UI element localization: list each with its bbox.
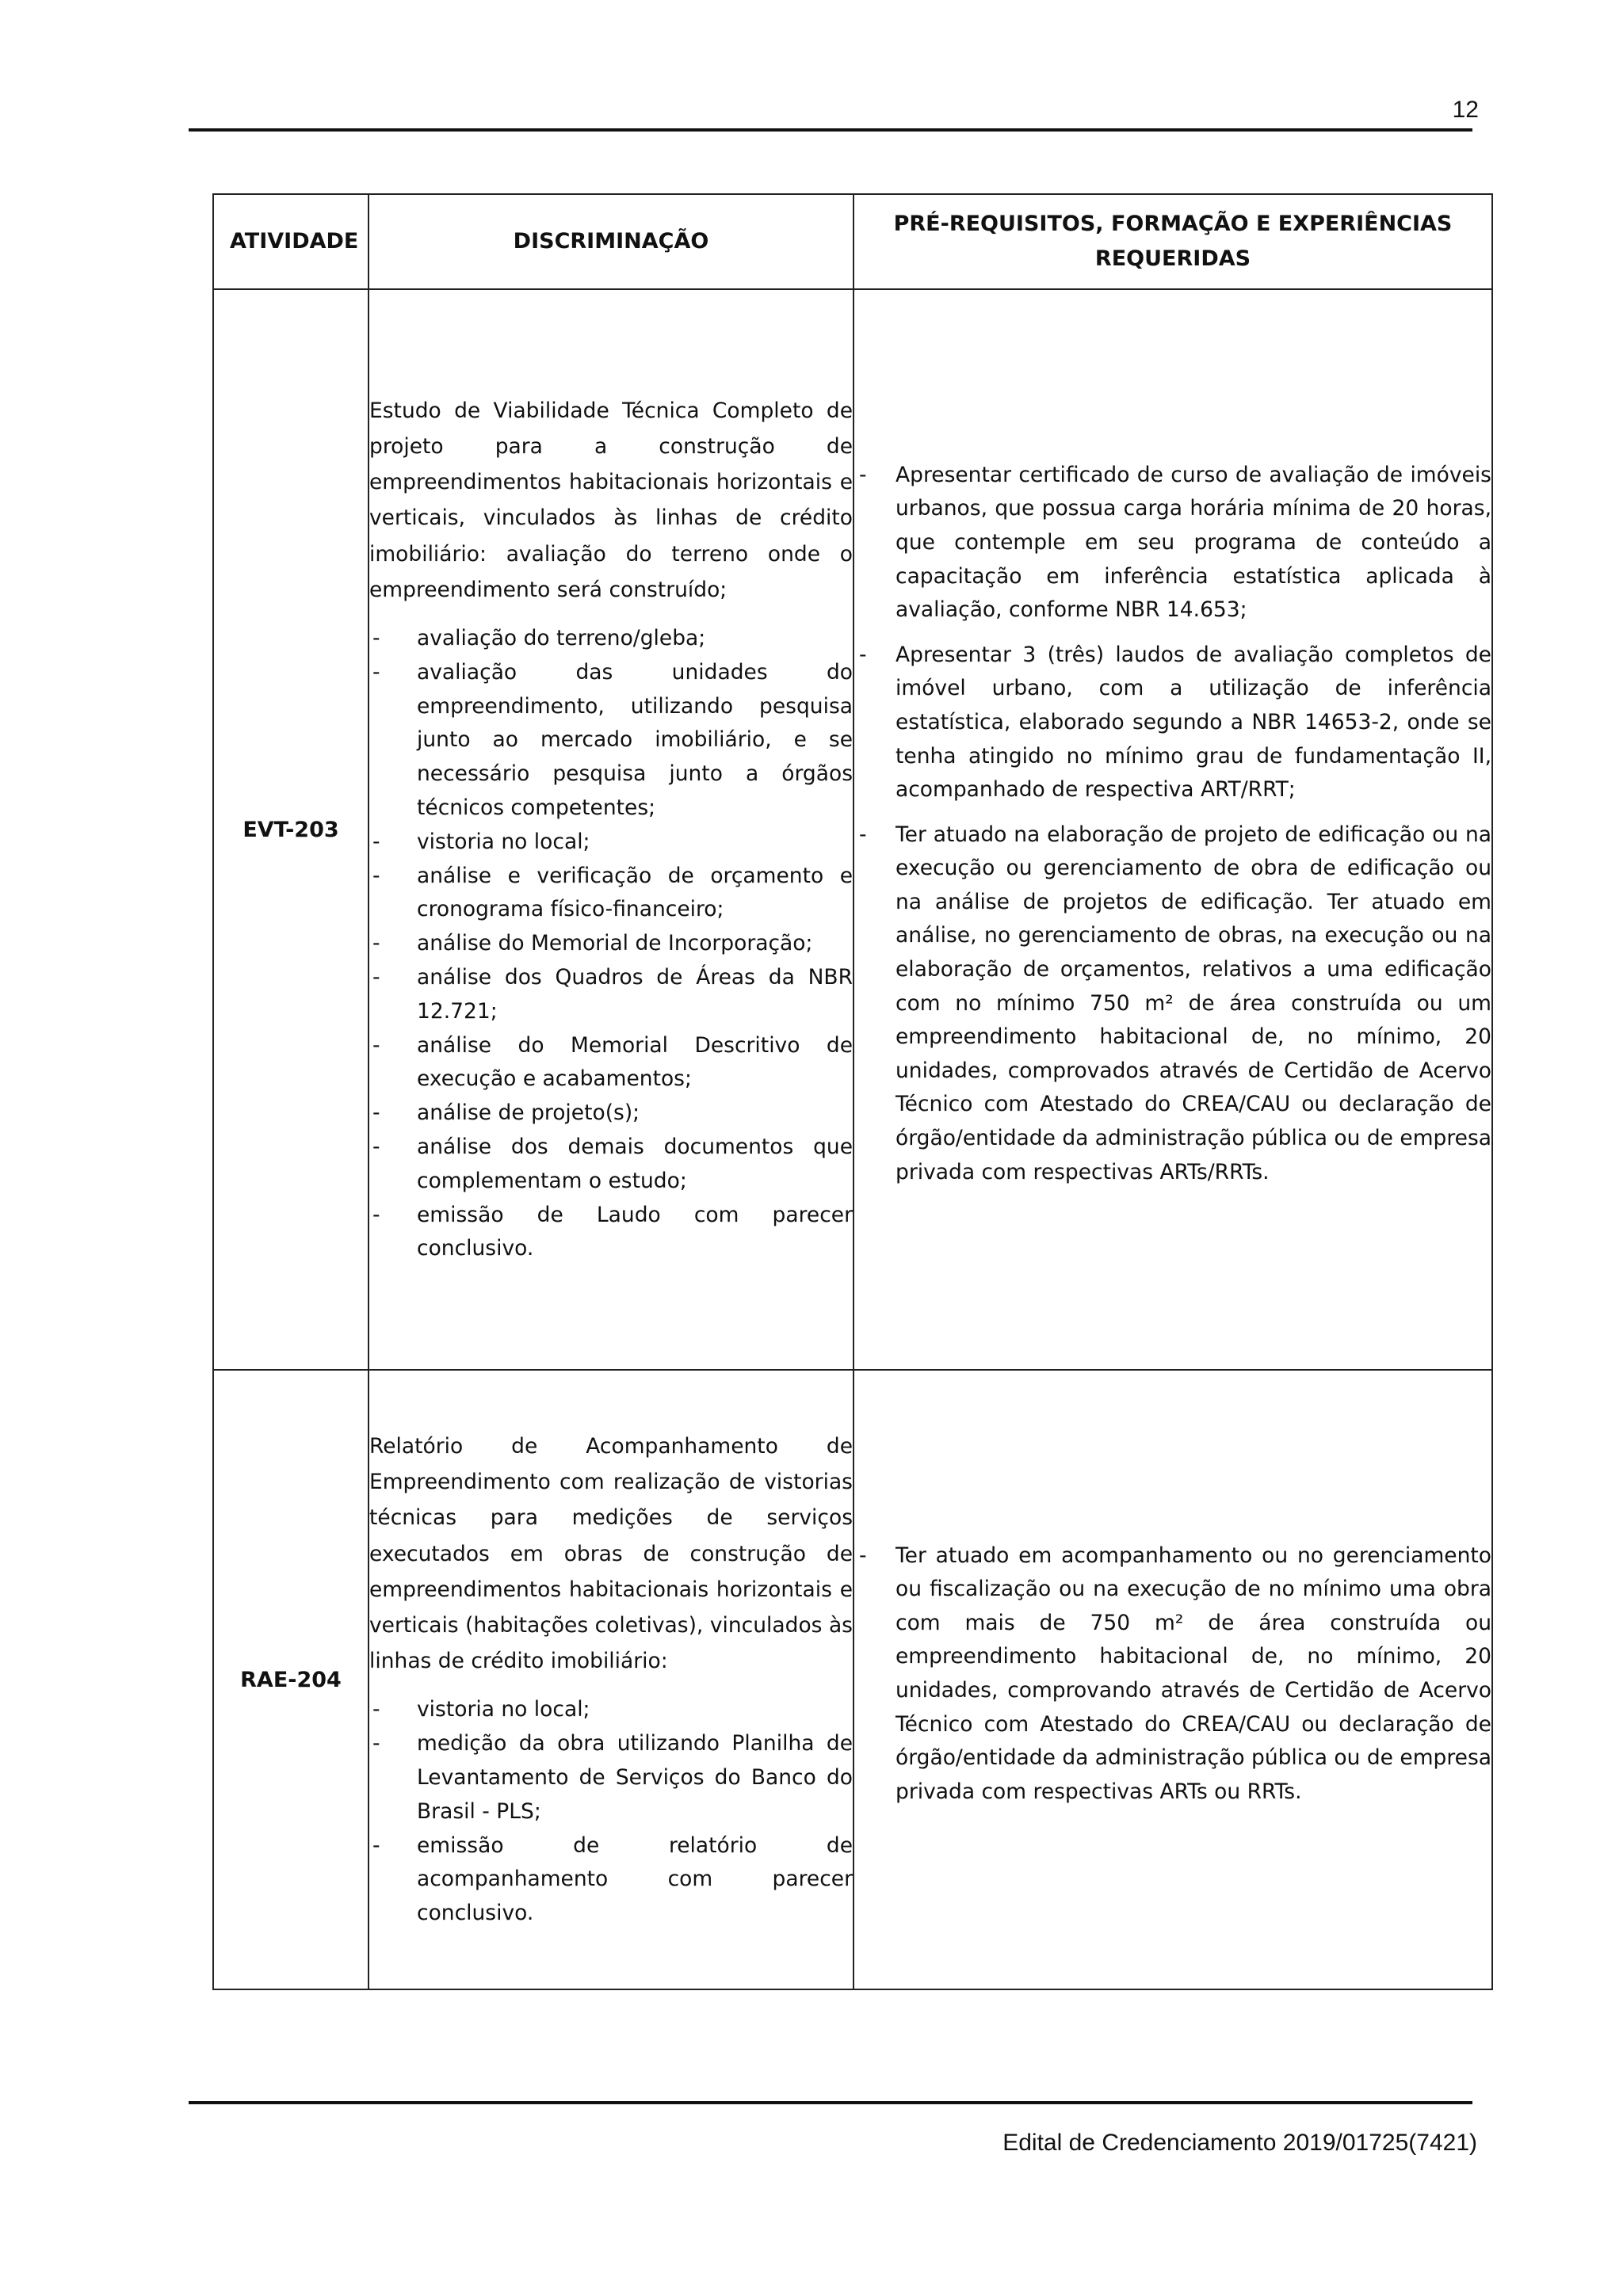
activity-code: RAE-204	[213, 1370, 369, 1989]
requirements-table	[212, 193, 1493, 1990]
description-intro: Estudo de Viabilidade Técnica Completo de projeto para a construção de empreendimentos habitacionais horizontais e verticais, vinculados às linhas de crédito imobiliário: avaliação do terreno onde o empreendimento será construído;	[369, 398, 853, 602]
list-item: - Apresentar certificado de curso de avaliação de imóveis urbanos, que possua carga horária mínima de 20 horas, que contemple em seu programa de conteúdo a capacitação em inferência estatística aplicada à avaliação, conforme NBR 14.653;	[859, 462, 1491, 623]
list-item: - vistoria no local;	[372, 1697, 590, 1722]
page-number: 12	[1452, 97, 1479, 123]
list-item: - análise do Memorial Descritivo de execução e acabamentos;	[372, 1032, 853, 1092]
description-list	[369, 622, 853, 1266]
list-item: - Apresentar 3 (três) laudos de avaliação completos de imóvel urbano, com a utilização de inferência estatística, elaborado segundo a NBR 14653-2, onde se tenha atingido no mínimo grau de fundamentação II, acompanhado de respectiva ART/RRT;	[859, 642, 1491, 803]
description-cell	[369, 289, 854, 1370]
table-row	[213, 289, 1492, 1370]
list-item: - medição da obra utilizando Planilha de Levantamento de Serviços do Banco do Brasil - PLS;	[372, 1731, 853, 1824]
activity-code: EVT-203	[213, 289, 369, 1370]
footer-rule	[189, 2101, 1472, 2104]
list-item: - análise do Memorial de Incorporação;	[372, 931, 813, 956]
table-header-row	[213, 194, 1492, 289]
list-item: - análise e verificação de orçamento e cronograma físico-financeiro;	[372, 863, 853, 922]
list-item: - emissão de Laudo com parecer conclusivo.	[372, 1202, 853, 1261]
list-item: - Ter atuado na elaboração de projeto de edificação ou na execução ou gerenciamento de obra de edificação ou na análise de projetos de edificação. Ter atuado em análise, no gerenciamento de obras, na execução ou na elaboração de orçamentos, relativos a uma edificação com no mínimo 750 m² de área construída ou um empreendimento habitacional de, no mínimo, 20 unidades, comprovados através de Certidão de Acervo Técnico com Atestado do CREA/CAU ou declaração de órgão/entidade da administração pública ou de empresa privada com respectivas ARTs/RRTs.	[859, 822, 1491, 1184]
header-activity: ATIVIDADE	[213, 194, 369, 289]
header-requirements: PRÉ-REQUISITOS, FORMAÇÃO E EXPERIÊNCIAS REQUERIDAS	[854, 194, 1492, 289]
list-item: - Ter atuado em acompanhamento ou no gerenciamento ou fiscalização ou na execução de no mínimo uma obra com mais de 750 m² de área construída ou empreendimento habitacional de, no mínimo, 20 unidades, comprovando através de Certidão de Acervo Técnico com Atestado do CREA/CAU ou declaração de órgão/entidade da administração pública ou de empresa privada com respectivas ARTs ou RRTs.	[859, 1543, 1491, 1804]
list-item: - emissão de relatório de acompanhamento com parecer conclusivo.	[372, 1833, 853, 1926]
list-item: - análise dos demais documentos que complementam o estudo;	[372, 1134, 853, 1193]
list-item: - análise de projeto(s);	[372, 1100, 640, 1126]
requirements-list	[854, 459, 1491, 1189]
description-list	[369, 1693, 853, 1931]
description-cell	[369, 1370, 854, 1989]
header-description: DISCRIMINAÇÃO	[369, 194, 854, 289]
footer-text: Edital de Credenciamento 2019/01725(7421)	[1002, 2130, 1477, 2156]
list-item: - análise dos Quadros de Áreas da NBR 12.721;	[372, 965, 853, 1024]
table-row	[213, 1370, 1492, 1989]
list-item: - avaliação do terreno/gleba;	[372, 626, 706, 651]
header-rule	[189, 128, 1472, 132]
description-intro: Relatório de Acompanhamento de Empreendimento com realização de vistorias técnicas para medições de serviços executados em obras de construção de empreendimentos habitacionais horizontais e verticais (habitações coletivas), vinculados às linhas de crédito imobiliário:	[369, 1434, 853, 1674]
requirements-cell	[854, 289, 1492, 1370]
requirements-cell	[854, 1370, 1492, 1989]
list-item: - avaliação das unidades do empreendimento, utilizando pesquisa junto ao mercado imobiliário, e se necessário pesquisa junto a órgãos técnicos competentes;	[372, 659, 853, 821]
requirements-list	[854, 1539, 1491, 1810]
list-item: - vistoria no local;	[372, 829, 590, 854]
